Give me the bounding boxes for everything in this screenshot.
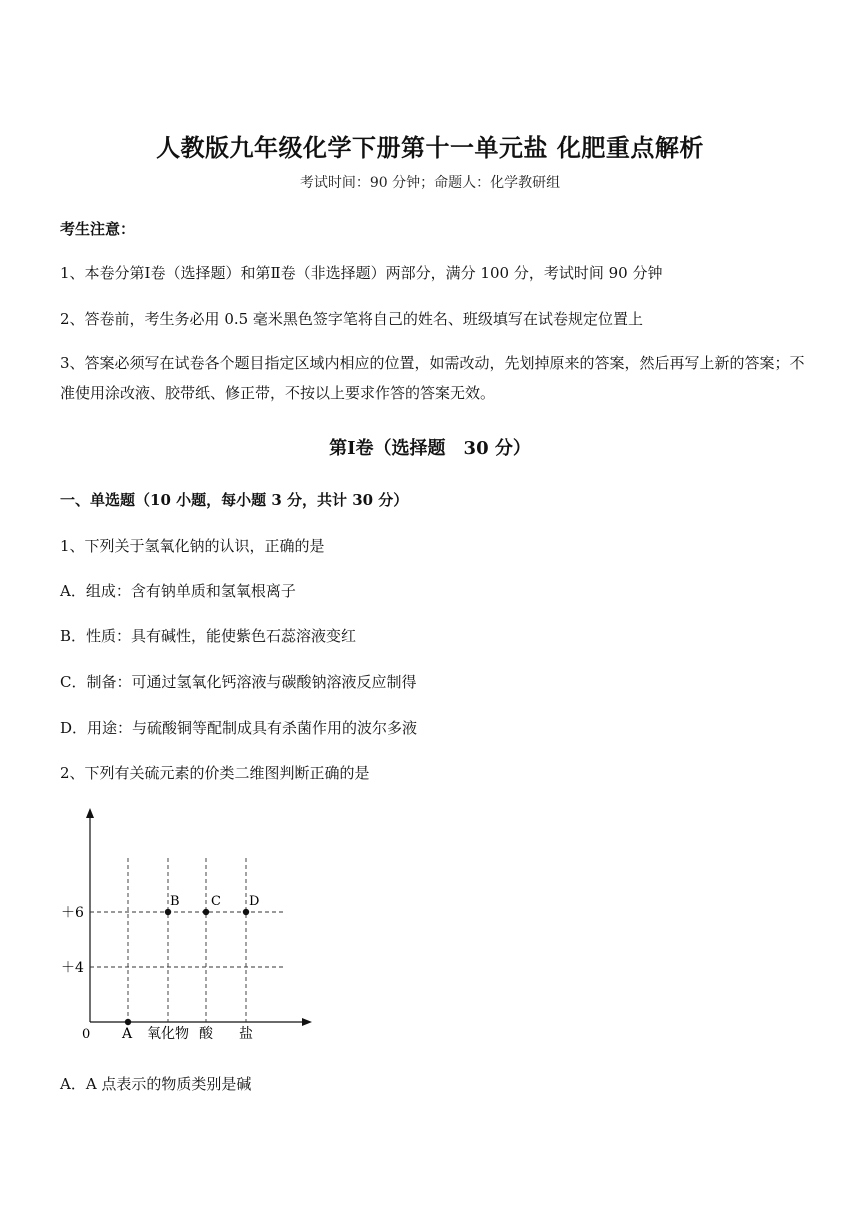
question-1-option-d: D．用途：与硫酸铜等配制成具有杀菌作用的波尔多液 — [60, 719, 418, 737]
notice-item-2: 2、答卷前，考生务必用 0.5 毫米黑色签字笔将自己的姓名、班级填写在试卷规定位置上 — [60, 310, 643, 328]
origin-label: 0 — [82, 1027, 91, 1042]
section-title: 第Ⅰ卷（选择题 30 分） — [329, 438, 531, 459]
point-label-c: C — [211, 894, 221, 909]
point-c — [203, 909, 209, 915]
question-2-option-a: A．A 点表示的物质类别是碱 — [60, 1075, 252, 1093]
y-tick-label-plus6: ＋6 — [61, 905, 84, 921]
question-1-option-c: C．制备：可通过氢氧化钙溶液与碳酸钠溶液反应制得 — [60, 673, 417, 691]
x-category-label-acid: 酸 — [199, 1026, 213, 1042]
question-1-option-a: A．组成：含有钠单质和氢氧根离子 — [60, 582, 296, 600]
notice-item-3: 3、答案必须写在试卷各个题目指定区域内相应的位置，如需改动，先划掉原来的答案，然后再写上新的答案；不准使用涂改液、胶带纸、修正带，不按以上要求作答的答案无效。 — [60, 354, 805, 402]
y-tick-label-plus4: ＋4 — [61, 960, 84, 976]
x-category-label-oxide: 氧化物 — [147, 1026, 189, 1042]
question-2-stem: 2、下列有关硫元素的价类二维图判断正确的是 — [60, 764, 370, 782]
point-label-d: D — [249, 894, 260, 909]
point-a — [125, 1019, 131, 1025]
point-b — [165, 909, 171, 915]
part-heading: 一、单选题（10 小题，每小题 3 分，共计 30 分） — [60, 491, 409, 509]
notice-item-1: 1、本卷分第Ⅰ卷（选择题）和第Ⅱ卷（非选择题）两部分，满分 100 分，考试时间 90 分钟 — [60, 264, 663, 282]
page-subtitle: 考试时间：90 分钟；命题人：化学教研组 — [299, 175, 561, 191]
question-1-option-b: B．性质：具有碱性，能使紫色石蕊溶液变红 — [60, 627, 357, 645]
notice-heading: 考生注意： — [60, 220, 136, 238]
question-1-stem: 1、下列关于氢氧化钠的认识，正确的是 — [60, 537, 325, 555]
valence-class-chart — [56, 800, 326, 1050]
y-axis-arrow-icon — [86, 808, 94, 818]
point-label-b: B — [170, 894, 180, 909]
page-title: 人教版九年级化学下册第十一单元盐 化肥重点解析 — [156, 133, 704, 162]
point-d — [243, 909, 249, 915]
x-category-label-salt: 盐 — [239, 1026, 253, 1042]
x-axis-arrow-icon — [302, 1018, 312, 1026]
point-label-a: A — [122, 1026, 133, 1042]
